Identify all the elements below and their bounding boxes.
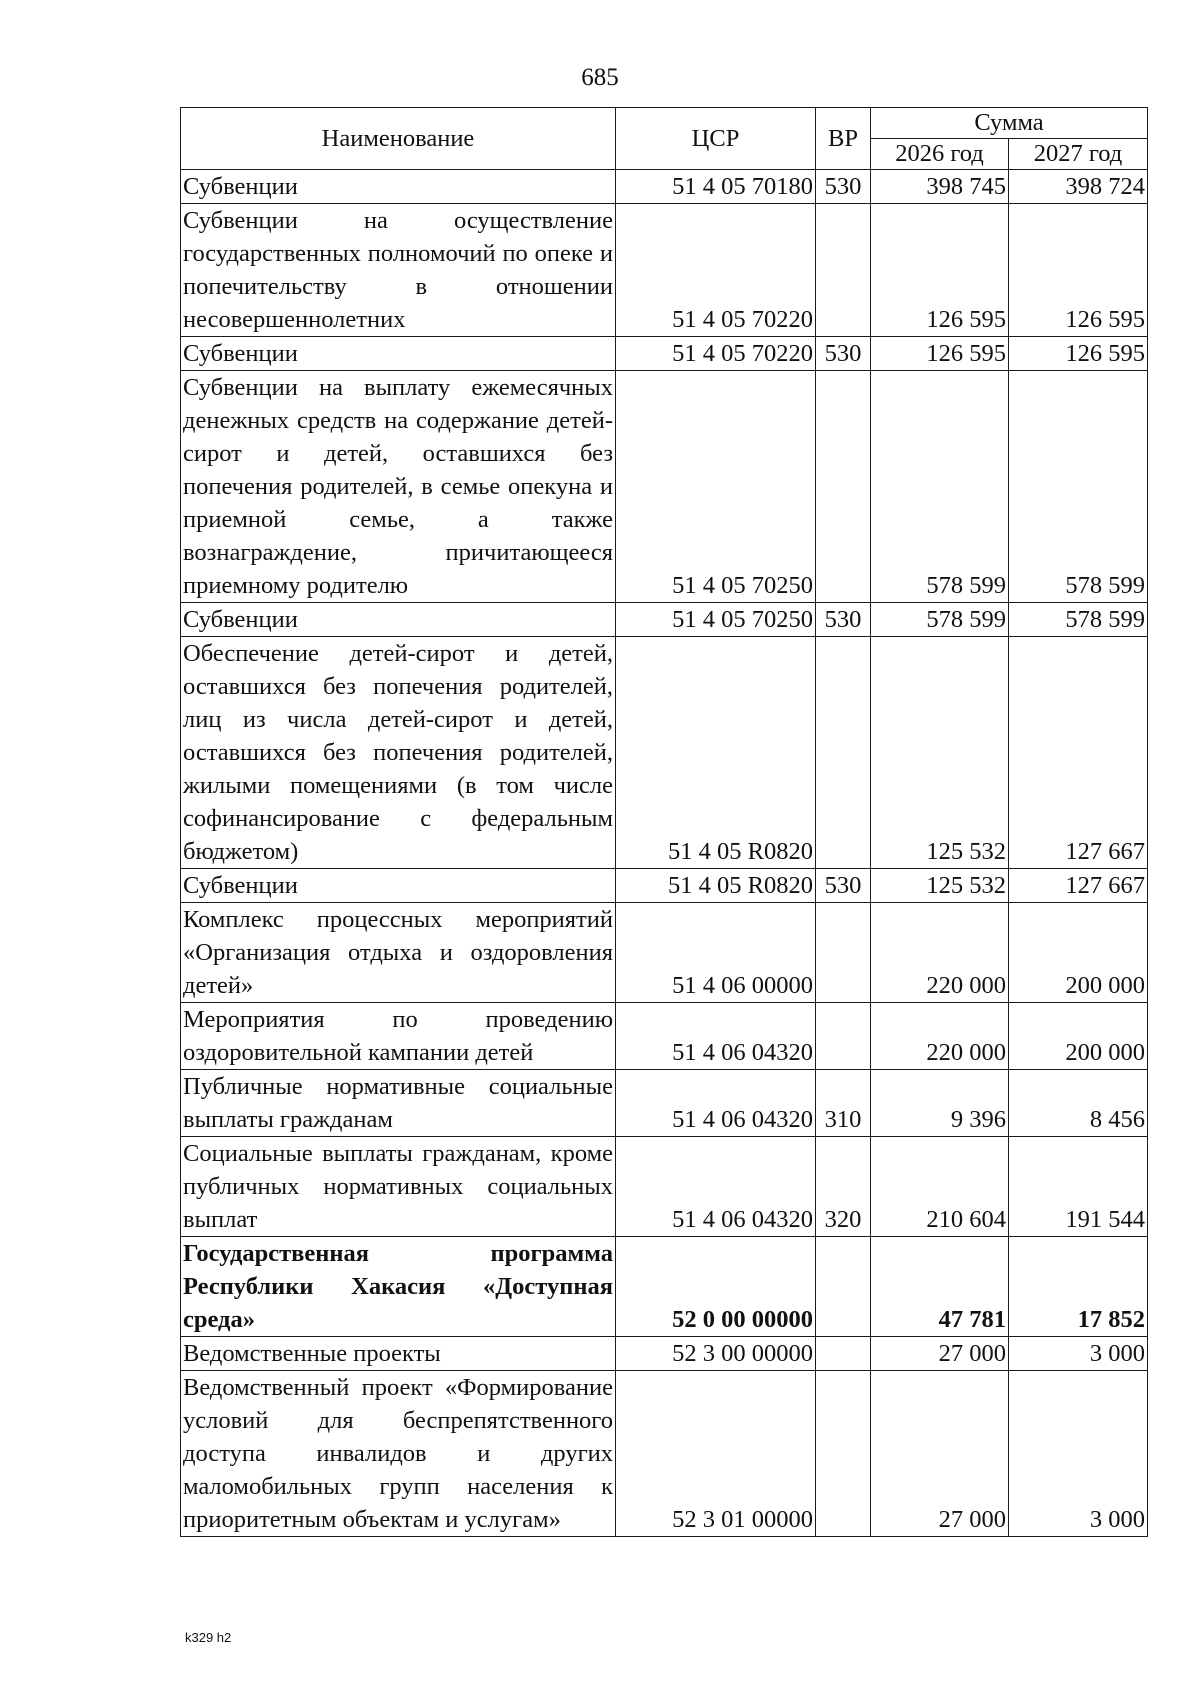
row-csr: 51 4 05 70220 bbox=[616, 204, 816, 337]
header-name: Наименование bbox=[181, 108, 616, 170]
table-row bbox=[181, 869, 1148, 903]
row-csr: 51 4 05 70180 bbox=[616, 170, 816, 204]
row-vr bbox=[816, 371, 871, 603]
row-csr: 52 3 00 00000 bbox=[616, 1337, 816, 1371]
row-vr bbox=[816, 1003, 871, 1070]
table-row bbox=[181, 1371, 1148, 1537]
row-vr bbox=[816, 637, 871, 869]
row-amount-2027: 200 000 bbox=[1009, 903, 1148, 1003]
row-amount-2027: 3 000 bbox=[1009, 1337, 1148, 1371]
table-row bbox=[181, 903, 1148, 1003]
row-csr: 52 3 01 00000 bbox=[616, 1371, 816, 1537]
row-amount-2026: 578 599 bbox=[871, 371, 1009, 603]
row-amount-2026: 220 000 bbox=[871, 903, 1009, 1003]
row-amount-2027: 398 724 bbox=[1009, 170, 1148, 204]
table-header bbox=[181, 108, 1148, 170]
row-name: Субвенции bbox=[181, 869, 616, 903]
row-amount-2027: 127 667 bbox=[1009, 637, 1148, 869]
table-row bbox=[181, 603, 1148, 637]
header-sum: Сумма bbox=[871, 108, 1148, 139]
row-name: Государственная программа Республики Хакасия «Доступная среда» bbox=[181, 1237, 616, 1337]
row-name: Обеспечение детей-сирот и детей, оставшихся без попечения родителей, лиц из числа детей-сирот и детей, оставшихся без попечения родителей, жилыми помещениями (в том числе софинансирование с федеральным бюджетом) bbox=[181, 637, 616, 869]
row-amount-2026: 9 396 bbox=[871, 1070, 1009, 1137]
header-year-2027: 2027 год bbox=[1009, 139, 1148, 170]
row-vr: 530 bbox=[816, 170, 871, 204]
row-csr: 51 4 05 70250 bbox=[616, 603, 816, 637]
row-amount-2027: 127 667 bbox=[1009, 869, 1148, 903]
table-row bbox=[181, 1137, 1148, 1237]
row-csr: 51 4 06 00000 bbox=[616, 903, 816, 1003]
table-row bbox=[181, 1003, 1148, 1070]
budget-table bbox=[180, 107, 1148, 1537]
table-row bbox=[181, 637, 1148, 869]
header-csr: ЦСР bbox=[616, 108, 816, 170]
row-vr bbox=[816, 1371, 871, 1537]
header-year-2026: 2026 год bbox=[871, 139, 1009, 170]
table-row bbox=[181, 337, 1148, 371]
table-row bbox=[181, 1070, 1148, 1137]
table-body bbox=[181, 170, 1148, 1537]
page-number: 685 bbox=[581, 64, 619, 91]
row-name: Субвенции на выплату ежемесячных денежных средств на содержание детей-сирот и детей, оставшихся без попечения родителей, в семье опекуна и приемной семье, а также вознаграждение, причитающееся приемному родителю bbox=[181, 371, 616, 603]
row-amount-2026: 27 000 bbox=[871, 1337, 1009, 1371]
row-amount-2026: 27 000 bbox=[871, 1371, 1009, 1537]
row-vr: 530 bbox=[816, 337, 871, 371]
row-vr: 530 bbox=[816, 869, 871, 903]
row-csr: 51 4 05 R0820 bbox=[616, 869, 816, 903]
row-amount-2027: 200 000 bbox=[1009, 1003, 1148, 1070]
row-amount-2026: 125 532 bbox=[871, 637, 1009, 869]
row-amount-2026: 210 604 bbox=[871, 1137, 1009, 1237]
row-amount-2026: 126 595 bbox=[871, 204, 1009, 337]
row-amount-2026: 126 595 bbox=[871, 337, 1009, 371]
row-name: Субвенции на осуществление государственных полномочий по опеке и попечительству в отношении несовершеннолетних bbox=[181, 204, 616, 337]
row-csr: 51 4 06 04320 bbox=[616, 1003, 816, 1070]
row-csr: 51 4 05 70220 bbox=[616, 337, 816, 371]
row-name: Субвенции bbox=[181, 337, 616, 371]
row-amount-2026: 578 599 bbox=[871, 603, 1009, 637]
row-amount-2027: 17 852 bbox=[1009, 1237, 1148, 1337]
row-amount-2027: 126 595 bbox=[1009, 337, 1148, 371]
row-name: Субвенции bbox=[181, 603, 616, 637]
row-amount-2026: 398 745 bbox=[871, 170, 1009, 204]
row-vr: 530 bbox=[816, 603, 871, 637]
row-name: Ведомственный проект «Формирование условий для беспрепятственного доступа инвалидов и других маломобильных групп населения к приоритетным объектам и услугам» bbox=[181, 1371, 616, 1537]
row-name: Публичные нормативные социальные выплаты гражданам bbox=[181, 1070, 616, 1137]
row-name: Комплекс процессных мероприятий «Организация отдыха и оздоровления детей» bbox=[181, 903, 616, 1003]
row-csr: 51 4 06 04320 bbox=[616, 1070, 816, 1137]
row-name: Мероприятия по проведению оздоровительной кампании детей bbox=[181, 1003, 616, 1070]
row-csr: 51 4 05 R0820 bbox=[616, 637, 816, 869]
row-amount-2027: 8 456 bbox=[1009, 1070, 1148, 1137]
table-row bbox=[181, 1337, 1148, 1371]
row-csr: 52 0 00 00000 bbox=[616, 1237, 816, 1337]
row-amount-2027: 3 000 bbox=[1009, 1371, 1148, 1537]
row-amount-2027: 578 599 bbox=[1009, 371, 1148, 603]
row-name: Ведомственные проекты bbox=[181, 1337, 616, 1371]
row-vr: 320 bbox=[816, 1137, 871, 1237]
row-csr: 51 4 06 04320 bbox=[616, 1137, 816, 1237]
table-row bbox=[181, 170, 1148, 204]
row-vr: 310 bbox=[816, 1070, 871, 1137]
row-vr bbox=[816, 204, 871, 337]
table-row bbox=[181, 1237, 1148, 1337]
footer-code: k329 h2 bbox=[185, 1630, 232, 1645]
row-vr bbox=[816, 1237, 871, 1337]
row-vr bbox=[816, 903, 871, 1003]
row-vr bbox=[816, 1337, 871, 1371]
row-amount-2027: 578 599 bbox=[1009, 603, 1148, 637]
row-amount-2027: 126 595 bbox=[1009, 204, 1148, 337]
table-row bbox=[181, 371, 1148, 603]
row-amount-2026: 220 000 bbox=[871, 1003, 1009, 1070]
row-amount-2027: 191 544 bbox=[1009, 1137, 1148, 1237]
row-name: Социальные выплаты гражданам, кроме публичных нормативных социальных выплат bbox=[181, 1137, 616, 1237]
row-amount-2026: 47 781 bbox=[871, 1237, 1009, 1337]
row-amount-2026: 125 532 bbox=[871, 869, 1009, 903]
header-vr: ВР bbox=[816, 108, 871, 170]
row-csr: 51 4 05 70250 bbox=[616, 371, 816, 603]
row-name: Субвенции bbox=[181, 170, 616, 204]
table-row bbox=[181, 204, 1148, 337]
